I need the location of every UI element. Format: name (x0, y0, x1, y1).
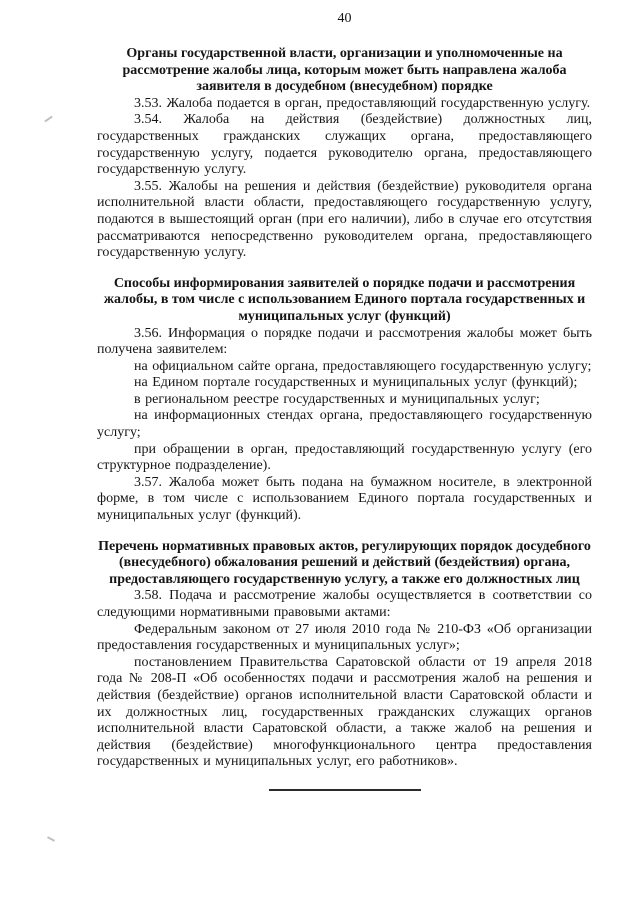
paragraph-3-53: 3.53. Жалоба подается в орган, предоставляющий государственную услугу. (134, 95, 591, 111)
list-item-official-site: на официальном сайте органа, предоставляющего государственную услугу; (134, 358, 592, 374)
page-number: 40 (337, 11, 352, 26)
section-information-methods (97, 276, 592, 525)
list-item-direct-appeal: при обращении в орган, предоставляющий государственную услугу (его структурное подразделение). (97, 441, 592, 474)
paragraph-3-57: 3.57. Жалоба может быть подана на бумажном носителе, в электронной форме, в том числе с использованием Единого портала государственных и муниципальных услуг (функций). (97, 474, 592, 524)
scan-artifact (44, 116, 53, 123)
paragraph-3-54: 3.54. Жалоба на действия (бездействие) должностных лиц, государственных гражданских служащих органа, предоставляющего государственную услугу, подается руководителю органа, предоставляющего государственную услугу. (97, 112, 592, 178)
section-heading: Способы информирования заявителей о порядке подачи и рассмотрения жалобы, в том числе с использованием Единого портала государственных и муниципальных услуг (функций) (103, 275, 586, 324)
paragraph-3-56: 3.56. Информация о порядке подачи и рассмотрения жалобы может быть получена заявителем: (97, 325, 592, 358)
paragraph-federal-law: Федеральным законом от 27 июля 2010 года № 210-ФЗ «Об организации предоставления государственных и муниципальных услуг»; (97, 621, 592, 654)
end-of-document-divider (269, 789, 421, 791)
list-item-regional-register: в региональном реестре государственных и муниципальных услуг; (134, 391, 540, 407)
section-complaint-recipients (97, 46, 592, 262)
paragraph-3-55: 3.55. Жалобы на решения и действия (бездействие) руководителя органа исполнительной власти области, предоставляющего государственную услугу, подаются в вышестоящий орган (при его наличии), либо в случае его отсутствия рассматриваются непосредственно руководителем органа, предоставляющего государственную услугу. (97, 178, 592, 261)
section-heading: Органы государственной власти, организации и уполномоченные на рассмотрение жалобы лица, которым может быть направлена жалоба заявителя в досудебном (внесудебном) порядке (122, 46, 567, 95)
section-legal-acts (97, 539, 592, 771)
paragraph-government-resolution: постановлением Правительства Саратовской области от 19 апреля 2018 года № 208-П «Об особенностях подачи и рассмотрения жалоб на решения и действия (бездействие) органов исполнительной власти Саратовской области и их должностных лиц, государственных гражданских служащих органов исполнительной власти Саратовской области, а также жалоб на решения и действия (бездействие) многофункционального центра предоставления государственных и муниципальных услуг, его работников». (97, 654, 592, 770)
list-item-unified-portal: на Едином портале государственных и муниципальных услуг (функций); (134, 375, 578, 391)
section-heading: Перечень нормативных правовых актов, регулирующих порядок досудебного (внесудебного) обжалования решений и действий (бездействия) органа, предоставляющего государственную услугу, а также его должностных лиц (98, 538, 591, 587)
scan-artifact (47, 836, 55, 842)
paragraph-3-58: 3.58. Подача и рассмотрение жалобы осуществляется в соответствии со следующими нормативными правовыми актами: (97, 588, 592, 620)
list-item-information-stands: на информационных стендах органа, предоставляющего государственную услугу; (97, 408, 592, 441)
